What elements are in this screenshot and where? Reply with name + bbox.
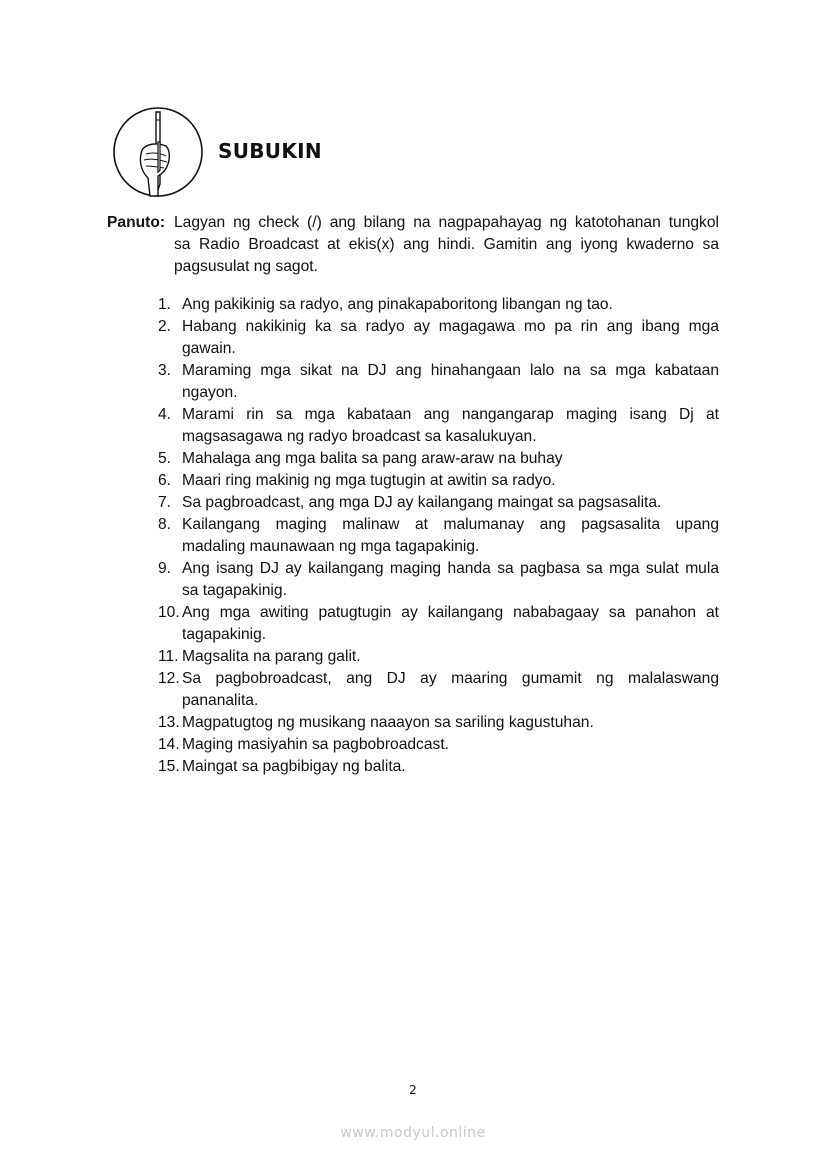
item-number: 11. [158, 648, 179, 665]
item-text: gawain. [182, 340, 236, 357]
list-item [158, 734, 719, 756]
instructions-label: Panuto: [107, 214, 166, 231]
item-text: Maraming mga sikat na DJ ang hinahangaan lalo na sa mga kabataan [182, 362, 719, 379]
list-item [158, 602, 719, 646]
list-item [158, 360, 719, 404]
item-number: 6. [158, 472, 172, 489]
item-text: Kailangang maging malinaw at malumanay ang pagsasalita upang [182, 516, 719, 533]
item-number: 10. [158, 604, 180, 621]
item-text: Ang mga awiting patugtugin ay kailangang nababagaay sa panahon at [182, 604, 719, 621]
item-text: Habang nakikinig ka sa radyo ay magagawa mo pa rin ang ibang mga [182, 318, 719, 335]
watermark: www.modyul.online [340, 1125, 486, 1141]
item-text: sa tagapakinig. [182, 582, 287, 599]
item-text: ngayon. [182, 384, 238, 401]
item-number: 5. [158, 450, 172, 467]
item-number: 1. [158, 296, 172, 313]
question-list [158, 294, 719, 778]
item-text: Maingat sa pagbibigay ng balita. [182, 758, 406, 775]
item-text: Maari ring makinig ng mga tugtugin at awitin sa radyo. [182, 472, 556, 489]
hand-holding-pencil-icon [112, 106, 204, 198]
section-title: SUBUKIN [218, 139, 322, 163]
list-item [158, 294, 719, 316]
page-number: 2 [409, 1083, 417, 1097]
item-text: Magsalita na parang galit. [182, 648, 361, 665]
item-text: Marami rin sa mga kabataan ang nangangarap maging isang Dj at [182, 406, 719, 423]
item-number: 7. [158, 494, 172, 511]
list-item [158, 448, 719, 470]
item-number: 15. [158, 758, 180, 775]
list-item [158, 712, 719, 734]
list-item [158, 668, 719, 712]
item-text: Sa pagbobroadcast, ang DJ ay maaring gumamit ng malalaswang [182, 670, 719, 687]
item-text: madaling maunawaan ng mga tagapakinig. [182, 538, 480, 555]
item-text: Ang pakikinig sa radyo, ang pinakapaboritong libangan ng tao. [182, 296, 613, 313]
item-number: 4. [158, 406, 172, 423]
item-number: 13. [158, 714, 180, 731]
item-number: 3. [158, 362, 172, 379]
item-text: Sa pagbroadcast, ang mga DJ ay kailangang maingat sa pagsasalita. [182, 494, 662, 511]
item-text: magsasagawa ng radyo broadcast sa kasalukuyan. [182, 428, 537, 445]
item-text: Mahalaga ang mga balita sa pang araw-araw na buhay [182, 450, 563, 467]
list-item [158, 514, 719, 558]
list-item [158, 756, 719, 778]
list-item [158, 470, 719, 492]
item-text: tagapakinig. [182, 626, 267, 643]
item-text: Ang isang DJ ay kailangang maging handa sa pagbasa sa mga sulat mula [182, 560, 719, 577]
item-text: pananalita. [182, 692, 259, 709]
list-item [158, 404, 719, 448]
item-text: Magpatugtog ng musikang naaayon sa sariling kagustuhan. [182, 714, 594, 731]
list-item [158, 492, 719, 514]
item-number: 8. [158, 516, 172, 533]
instructions-line: Lagyan ng check (/) ang bilang na nagpapahayag ng katotohanan tungkol [174, 214, 719, 231]
list-item [158, 646, 719, 668]
item-number: 12. [158, 670, 180, 687]
item-number: 9. [158, 560, 172, 577]
instructions-line: pagsusulat ng sagot. [174, 258, 318, 275]
list-item [158, 316, 719, 360]
item-number: 14. [158, 736, 180, 753]
list-item [158, 558, 719, 602]
instructions-line: sa Radio Broadcast at ekis(x) ang hindi. Gamitin ang iyong kwaderno sa [174, 236, 719, 253]
item-number: 2. [158, 318, 172, 335]
instructions [107, 212, 719, 278]
item-text: Maging masiyahin sa pagbobroadcast. [182, 736, 449, 753]
